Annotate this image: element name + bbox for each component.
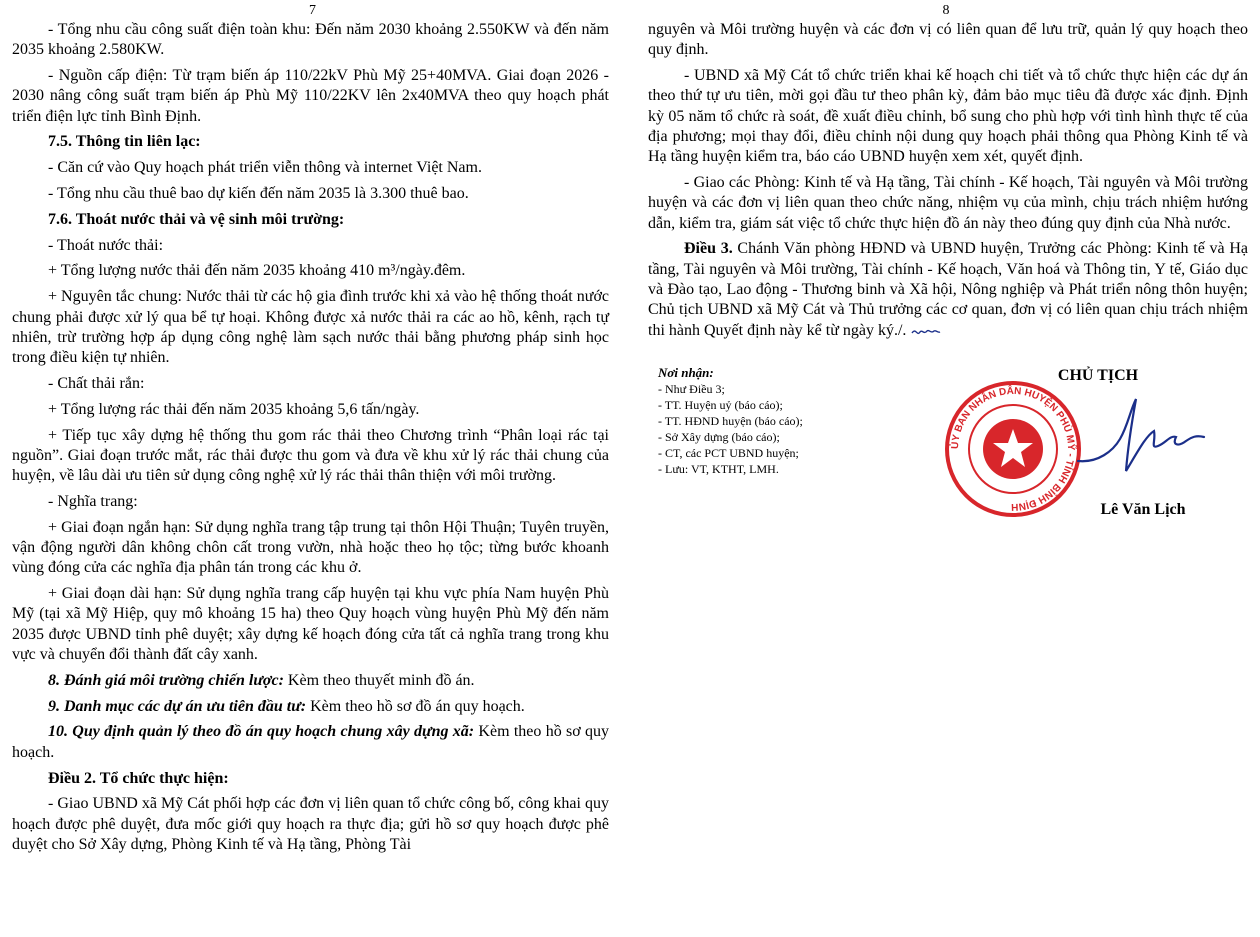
section-list <box>12 20 609 665</box>
paragraph: nguyên và Môi trường huyện và các đơn vị có liên quan để lưu trữ, quản lý quy hoạch theo quy định. <box>648 21 1248 59</box>
article-3-label: Điều 3. <box>684 240 733 258</box>
article-3 <box>648 239 1248 340</box>
recipients-title: Nơi nhận: <box>658 364 714 380</box>
paragraph: - Chất thải rắn: <box>48 374 145 392</box>
signature-block <box>648 361 1248 561</box>
signer-role: CHỦ TỊCH <box>1057 366 1139 384</box>
section-heading: 7.5. Thông tin liên lạc: <box>48 133 201 151</box>
paragraph: - Căn cứ vào Quy hoạch phát triển viễn thông và internet Việt Nam. <box>48 159 482 177</box>
paragraph: + Tiếp tục xây dựng hệ thống thu gom rác thải theo Chương trình “Phân loại rác tại nguồn”. Giai đoạn trước mắt, rác thải được thu gom và đưa về khu xử lý rác thải chung của huyện, về lâu dài ưu tiên sử dụng công nghệ xử lý rác thải thân thiện với môi trường. <box>12 426 609 485</box>
recipient-item: - TT. HĐND huyện (báo cáo); <box>658 413 803 428</box>
labeled-item <box>12 671 609 691</box>
paragraph: + Nguyên tắc chung: Nước thải từ các hộ gia đình trước khi xả vào hệ thống thoát nước chung phải được xử lý qua bể tự hoại. Không được xả nước thải ra các ao hồ, kênh, rạch tự nhiên, trừ trường hợp áp dụng công nghệ làm sạch nước thải bằng phương pháp sinh học trong điều kiện tự nhiên. <box>12 288 609 367</box>
signer-name: Lê Văn Lịch <box>1100 500 1186 518</box>
article-2-text: - Giao UBND xã Mỹ Cát phối hợp các đơn vị liên quan tổ chức công bố, công khai quy hoạch được phê duyệt, đưa mốc giới quy hoạch ra thực địa; gửi hồ sơ quy hoạch được phê duyệt cho Sở Xây dựng, Phòng Kinh tế và Hạ tầng, Phòng Tài <box>12 795 609 853</box>
recipient-list <box>658 381 958 477</box>
signature-icon <box>1058 391 1208 481</box>
recipient-item: - Lưu: VT, KTHT, LMH. <box>658 461 779 476</box>
item-label: 8. Đánh giá môi trường chiến lược: <box>48 671 284 689</box>
recipient-item: - Như Điều 3; <box>658 381 725 396</box>
paragraph: + Tổng lượng rác thải đến năm 2035 khoảng 5,6 tấn/ngày. <box>48 400 420 418</box>
labeled-item <box>12 697 609 717</box>
paragraph: - Nguồn cấp điện: Từ trạm biến áp 110/22kV Phù Mỹ 25+40MVA. Giai đoạn 2026 - 2030 nâng công suất trạm biến áp Phù Mỹ 110/22KV lên 2x40MVA theo quy hoạch phát triển điện lực tỉnh Bình Định. <box>12 67 609 125</box>
seal-text: ỦY BAN NHÂN DÂN HUYỆN PHÙ MỸ - TỈNH BÌNH ĐỊNH <box>949 385 1077 513</box>
initial-signature-icon <box>910 323 942 339</box>
article-3-text: Chánh Văn phòng HĐND và UBND huyện, Trưởng các Phòng: Kinh tế và Hạ tầng, Tài nguyên và Môi trường, Tài chính - Kế hoạch, Văn hoá và Thông tin, Y tế, Giáo dục và Đào tạo, Lao động - Thương binh và Xã hội, Nông nghiệp và Phát triển nông thôn huyện; Chủ tịch UBND xã Mỹ Cát và Thủ trưởng các cơ quan, đơn vị có liên quan chịu trách nhiệm thi hành Quyết định này kể từ ngày ký./. <box>648 240 1249 339</box>
section-heading: 7.6. Thoát nước thải và vệ sinh môi trường: <box>48 210 345 228</box>
page-7-body <box>0 20 625 855</box>
paragraph: - Nghĩa trang: <box>48 492 138 510</box>
item-label: 10. Quy định quản lý theo đồ án quy hoạch chung xây dựng xã: <box>48 723 475 741</box>
page-7 <box>0 0 625 937</box>
labeled-list <box>12 671 609 763</box>
paragraph: - Tổng nhu cầu công suất điện toàn khu: Đến năm 2030 khoảng 2.550KW và đến năm 2035 khoảng 2.580KW. <box>12 21 609 59</box>
page-number: 7 <box>309 3 316 18</box>
paragraph: + Giai đoạn dài hạn: Sử dụng nghĩa trang cấp huyện tại khu vực phía Nam huyện Phù Mỹ (tại xã Mỹ Hiệp, quy mô khoảng 15 ha) theo Quy hoạch vùng huyện Phù Mỹ đến năm 2035 được UBND tỉnh phê duyệt; xây dựng kế hoạch đóng cửa tất cả nghĩa trang trong khu vực và chuyển đổi thành đất cây xanh. <box>12 585 609 664</box>
page-8-body <box>640 20 1252 561</box>
article-2-heading: Điều 2. Tổ chức thực hiện: <box>48 769 229 787</box>
recipient-item: - TT. Huyện uỷ (báo cáo); <box>658 397 783 412</box>
item-text: Kèm theo thuyết minh đồ án. <box>283 671 475 689</box>
recipient-item: - CT, các PCT UBND huyện; <box>658 445 799 460</box>
page-number: 8 <box>942 3 950 18</box>
labeled-item <box>12 722 609 763</box>
paragraph: + Giai đoạn ngắn hạn: Sử dụng nghĩa trang tập trung tại thôn Hội Thuận; Tuyên truyền, vận động người dân không chôn cất trong vườn, nhà hoặc theo họ tộc; từng bước khoanh vùng đóng cửa các nghĩa địa phân tán trong các khu ở. <box>12 518 609 577</box>
paragraph: - Giao các Phòng: Kinh tế và Hạ tầng, Tài chính - Kế hoạch, Tài nguyên và Môi trường huyện và các đơn vị liên quan theo chức năng, nhiệm vụ của mình, chịu trách nhiệm hướng dẫn, kiểm tra, giám sát việc tổ chức thực hiện đồ án này theo đúng quy định của Nhà nước. <box>648 174 1248 232</box>
paragraph: - Tổng nhu cầu thuê bao dự kiến đến năm 2035 là 3.300 thuê bao. <box>48 185 469 203</box>
paragraph: + Tổng lượng nước thải đến năm 2035 khoảng 410 m³/ngày.đêm. <box>48 262 466 280</box>
recipients <box>658 365 958 477</box>
item-text: Kèm theo hồ sơ quy hoạch. <box>12 723 610 761</box>
recipient-item: - Sở Xây dựng (báo cáo); <box>658 429 780 444</box>
paragraph: - Thoát nước thải: <box>48 236 164 254</box>
paragraph: - UBND xã Mỹ Cát tổ chức triển khai kế hoạch chi tiết và tổ chức thực hiện các dự án theo thứ tự ưu tiên, mời gọi đầu tư theo phân kỳ, đảm bảo mục tiêu đã được xác định. Định kỳ 05 năm tổ chức rà soát, đề xuất điều chỉnh, bổ sung cho phù hợp với tình hình thực tế của địa phương; mọi thay đổi, điều chỉnh nội dung quy hoạch phải thông qua Phòng Kinh tế và Hạ tầng huyện kiểm tra, báo cáo UBND huyện xem xét, quyết định. <box>648 67 1248 166</box>
item-text: Kèm theo hồ sơ đồ án quy hoạch. <box>306 697 525 715</box>
item-label: 9. Danh mục các dự án ưu tiên đầu tư: <box>48 697 307 715</box>
page-8 <box>640 0 1252 937</box>
